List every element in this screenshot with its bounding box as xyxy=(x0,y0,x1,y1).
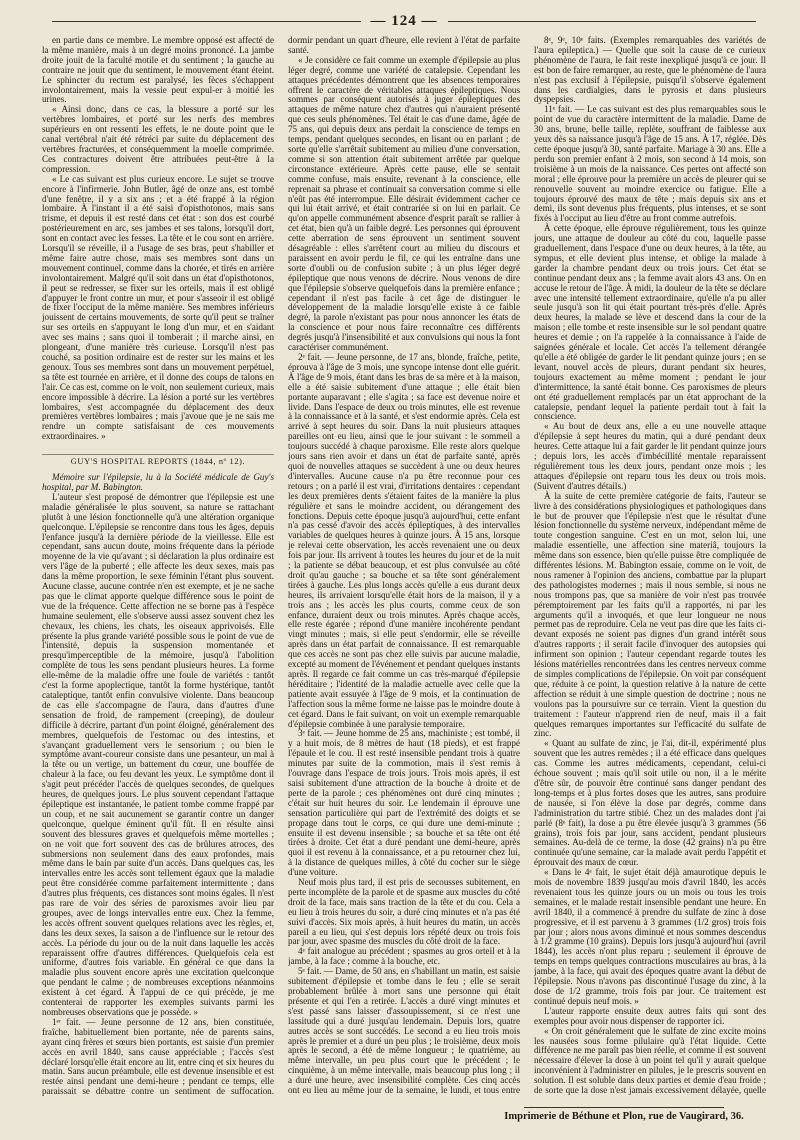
imprint-text: Imprimerie de Béthune et Plon, rue de Vaugirard, 36. xyxy=(504,1111,744,1122)
section-heading: GUY'S HOSPITAL REPORTS (1844, nº 12). xyxy=(42,454,274,467)
paragraph: « Ainsi donc, dans ce cas, la blessure a porté sur les vertèbres lombaires, et porté sur les nerfs des membres supérieurs en ont ressenti les effets, le ne doute point que le canal vertébral n'ait été rétréci par suite du déplacement des vertèbres fracturées, et conséquemment la moelle comprimée. Ces contractures doivent être attribuées peut-être à la compression. xyxy=(42,104,274,174)
paragraph: 2ᵉ fait. — Jeune personne, de 17 ans, blonde, fraîche, petite, éprouva à l'âge de 3 mois, une syncope intense dont elle guérit. À l'âge de 9 mois, étant dans les bras de sa mère et à la maison, elle a été saisie subitement d'une attaque ; elle était bien portante auparavant ; elle s'agita ; sa face est devenue noire et livide. Dans l'espace de deux ou trois minutes, elle est revenue à la connaissance et à la santé, et s'est endormie après. Cela est arrivé à sept heures du soir. Dans la nuit plusieurs attaques pareilles ont eu lieu, ainsi que le jour suivant : le sommeil a toujours succédé à chaque paroxisme. Elle reste alors quelque jours sans rien avoir et dans un état de parfaite santé, après quoi de nouvelles attaques se succèdent à une ou deux heures d'intervalles. Aucune cause n'a pu être reconnue pour ces retours ; on a parlé il est vrai, d'irritations dentaires : cependant les deux premières dents s'étaient faites de la manière la plus régulière et sans le moindre accident, ou dérangement des fonctions. Depuis cette époque jusqu'à aujourd'hui, cette enfant n'a pas cessé d'avoir des accès épileptiques, à des intervalles variables de quelques heures à quinze jours. À 15 ans, lorsque je relevai cette observation, les accès revenaient une ou deux fois par jour. Ils arrivent à toutes les heures du jour et de la nuit ; la patiente se débat beaucoup, et est plus convulsée au côté droit qu'au gauche ; sa bouche et sa tête sont généralement tirées à gauche. Les plus longs accès qu'elle a eus durant deux heures, ils arrivaient lorsqu'elle était hors de la maison, il y a trois ans ; les accès les plus courts, comme ceux de son enfance, duraient deux ou trois minutes. Après chaque accès, elle reste égarée ; répond d'une manière incohérente pendant vingt minutes ; mais, si elle peut s'endormir, elle se réveille après dans un état parfait de connaissance. Il est remarquable que ces accès ne sont pas chez elle suivis par aucune maladie, excepté au moment de l'événement et pendant quelques instants après. Il regarde ce fait comme un cas très-marqué d'épilepsie héréditaire ; l'identité de la maladie actuelle avec celle que la patiente avait essuyée à l'âge de 9 mois, et la continuation de l'affection sous la même forme ne laisse pas le moindre doute à cet égard. Dans le fait suivant, on voit un exemple remarquable d'épilepsie combinée à une paralysie temporaire. xyxy=(288,352,520,729)
column-2 xyxy=(288,36,520,1096)
header-rule-right xyxy=(448,21,757,22)
paragraph: L'auteur s'est proposé de démontrer que l'épilepsie est une maladie généralisée le plus souvent, sa nature se rattachant plutôt à une lésion fonctionnelle qu'à une altération organique quelconque. L'épilepsie se rencontre dans tous les âges, depuis l'enfance jusqu'à la dernière période de la vieillesse. Elle est cependant, sans aucun doute, moins fréquente dans la période moyenne de la vie qu'avant ; si déclaration la plus ordinaire est vers l'âge de la puberté ; elle affecte les deux sexes, mais pas dans la même proportion, le sexe féminin l'étant plus souvent. Aucune classe, aucune contrée n'en est exempte, et je ne sache pas que le climat apporte quelque différence sous le point de vue de la fréquence. Cette affection ne se borne pas à l'espèce humaine seulement, elle s'observe aussi assez souvent chez les chevaux, les chiens, les chats, les oiseaux apprivoisés. Elle présente la plus grande variété possible sous le point de vue de l'intensité, depuis la suspension momentanée et presqu'imperceptible de la mémoire, jusqu'à l'abolition complète de tous les sens pendant plusieurs heures. La forme elle-même de la maladie offre une foule de variétés : tantôt c'est la forme apoplectique, tantôt la forme hystérique, tantôt cataleptique, tantôt enfin convulsive violente. Dans beaucoup de cas elle s'accompagne de l'aura, dans d'autres d'une sensation de froid, de rampement (creeping), de douleur difficile à décrire, partant d'un point éloigné, généralement des membres, quelquefois de l'estomac ou des intestins, et s'avançant graduellement vers le sensorium ; ou bien le symptôme avant-coureur consiste dans une pesanteur, un mal à la tête ou un vertige, un battement du cœur, une bouffée de chaleur à la face, ou feu devant les yeux. Le symptôme dont il s'agit peut précéder l'accès de quelques secondes, de quelques heures, de quelques jours. Le plus souvent cependant l'attaque épileptique est instantanée, le patient tombe comme frappé par un coup, et ne sait aucunement se garantir contre un danger quelconque, quelque éminent qu'il fût. Il en résulte ainsi souvent des blessures graves et quelquefois même mortelles ; on ne voit que fort souvent des cas de brûlures atroces, des submersions non seulement dans des eaux profondes, mais même dans le bain par suite d'un accès. Dans quelques cas, les intervalles entre les accès sont tellement égaux que la maladie peut être considérée comme parfaitement intermittente ; dans d'autres plus fréquents, ces distances sont moins égales. Il n'est pas rare de voir des séries de paroxismes avoir lieu par groupes, avec de longs intervalles entre eux. Chez la femme, les accès offrent souvent quelques relations avec les règles, et, dans les deux sexes, la saison a de l'influence sur le retour des accès. La période du jour ou de la nuit dans laquelle les accès reparaissent offre d'autres différences. Quelquefois cela est uniforme, d'autres fois variable. En général ce que dans la maladie plus souvent encore après une excitation quelconque que pendant le calme ; de nombreuses exceptions néanmoins existent à cet égard. À l'appui de ce qui précède, je me contenterai de rapporter les exemples suivants parmi les nombreuses observations que je possède. » xyxy=(42,491,274,1017)
paragraph: 11ᵉ fait. — Le cas suivant est des plus remarquables sous le point de vue du caractère intermittent de la maladie. Dame de 30 ans, brune, belle taille, replète, souffrant de faiblesse aux yeux dès sa naissance jusqu'à l'âge de 15 ans. À 17, réglée. Dès cette époque jusqu'à 30, santé parfaite. Mariage à 30 ans. Elle a perdu son premier enfant à 2 mois, son second à 14 mois, son troisième à un mois de la naissance. Ces pertes ont affecté son moral ; elle éprouve pour la première un accès de pleurer qui se renouvelle souvent au moindre exercice ou fatigue. Elle a toujours éprouvé des maux de tête ; mais depuis six ans et demi, ils sont devenus plus fréquents, plus intenses, et se sont fixés à l'occiput au lieu d'être au front comme autrefois. xyxy=(534,104,766,224)
printer-imprint xyxy=(482,1107,766,1122)
column-1 xyxy=(42,36,274,1096)
paragraph: 4ᵉ fait analogue au précédent ; spasmes au gros orteil et à la jambe, à la face ; comme à la bouche, etc. xyxy=(288,946,520,967)
paragraph: L'auteur rapporte ensuite deux autres faits qui sont des exemples pour avoir nous dispenser de rapporter ici. xyxy=(534,1005,766,1026)
paragraph: À la suite de cette première catégorie de faits, l'auteur se livre à des considérations physiologiques et pathologiques dans le but de prouver que l'épilepsie n'est que le résultat d'une lésion fonctionnelle du système nerveux, indépendant même de toute congestion sanguine. C'est en un mot, selon lui, une maladie essentielle, une affection sine materiâ, toujours la même dans son essence, bien qu'elle puisse être compliquée de différentes lésions. M. Babington essaie, comme on le voit, de nous ramener à l'opinion des anciens, combattue par la plupart des pathologistes modernes ; mais il nous semble, si nous ne nous trompons pas, que sa manière de voir n'est pas trouvée péremptoirement par les faits qu'il a rapportés, ni par les arguments qu'il a invoqués, et que leur longueur ne nous permet pas de reproduire. Cela ne veut pas dire que les faits ci-devant exposés ne soient pas dignes d'un grand intérêt sous d'autres rapports ; il serait facile d'invoquer des autopsies qui infirment son opinion ; l'auteur cependant regarde toutes les lésions matérielles rencontrées dans les centres nerveux comme de simples complications de l'épilepsie. On voit par conséquent que, réduite à ce point, la question relative à la nature de cette affection se réduit à une simple question de doctrine ; nous ne voulons pas la poursuivre sur ce terrain. Vient la question du traitement : l'auteur n'apprend rien de neuf, mais il a fait quelques remarques importantes sur l'efficacité du sulfate de zinc. xyxy=(534,490,766,739)
page-number: — 124 — xyxy=(370,12,438,29)
paragraph: « On croit généralement que le sulfate de zinc excite moins les nausées sous forme pilulaire qu'à l'état liquide. Cette différence ne me paraît pas bien réelle, et comme il est souvent nécessaire d'élever la dose à un point tel qu'il y aurait quelque inconvénient à l'administrer en pilules, je le prescris souvent en solution. Il est soluble dans deux parties et demie d'eau froide ; de sorte que la dose n'est jamais excessivement délayée, quelle xyxy=(534,1025,766,1096)
column-3 xyxy=(534,36,766,1096)
paragraph: « Quant au sulfate de zinc, je l'ai, dit-il, expérimenté plus souvent que les autres remèdes ; il a été efficace dans quelques cas. Comme les autres médicaments, cependant, celui-ci échoue souvent ; mais qu'il soit utile ou non, il a le mérite d'être sûr, de pouvoir être continué sans danger pendant des long-temps et à plus fortes doses que les autres, sans produire de nausée, si l'on élève la dose par degrés, comme dans l'administration du tartre stibié. Chez un des malades dont j'ai parlé (8ᵉ fait), la dose a pu être élevée jusqu'à 3 grammes (56 grains), trois fois par jour, sans accident, pendant plusieurs semaines. Au-delà de ce terme, la dose (42 grains) n'a pu être continuée qu'une semaine, car la malade avait perdu l'appétit et éprouvait des maux de cœur. xyxy=(534,738,766,868)
paragraph: « Le cas suivant est plus curieux encore. Le sujet se trouve encore à l'infirmerie. John Butler, âgé de onze ans, est tombé d'une fenêtre, il y a six ans ; et a été frappé à la région lombaire. À l'instant il a été saisi d'opisthotonos, mais sans trisme, et depuis il est resté dans cet état : son dos est courbé postérieurement en arc, ses jambes et ses talons, lorsqu'il dort, sont en contact avec les fesses. La tête et le cou sont en arrière. Lorsqu'il se réveille, il a l'usage de ses bras, peut s'habiller et même faire autre chose, mais ses membres sont dans un mouvement continuel, comme dans la chorée, et tirés en arrière involontairement. Malgré qu'il soit dans un état d'opisthotonos, il peut se redresser, se fixer sur les orteils, mais il est obligé d'appuyer le front contre un mur, et pour s'asseoir il est obligé de fixer l'occiput de la même manière. Ses membres inférieurs jouissent de certains mouvements, de sorte qu'il peut se traîner sur ses orteils en s'appuyant le long d'un mur, et en s'aidant avec ses mains ; sans quoi il tomberait ; il marche ainsi, en plongeant, d'une manière très curieuse. Lorsqu'il n'est pas couché, sa position ordinaire est de rester sur les mains et les genoux. Tous ses membres sont dans un mouvement perpétuel, sa tête est tournée en arrière, et il donne des coups de talons en l'air. Ce cas est, comme on le voit, non seulement curieux, mais encore impossible à décrire. La lésion a porté sur les vertèbres lombaires, s'est accompagnée du déplacement des deux premières vertèbres lombaires ; mais j'avoue que je ne sais me rendre un compte satisfaisant de ces mouvements extraordinaires. » xyxy=(42,173,274,442)
memoir-title: Mémoire sur l'épilepsie, lu à la Société médicale de Guy's hospital, par M. Babington. xyxy=(42,472,274,492)
paragraph: À cette époque, elle éprouve régulièrement, tous les quinze jours, une attaque de douleur au côté du cou, laquelle passe graduellement, dans l'espace d'une ou deux heures, à la tête, au sympus, et elle devient plus intense, et oblige la malade à garder la chambre pendant deux ou trois jours. Cet état se continue pendant deux ans ; la femme avait alors 43 ans. On en accuse le retour de l'âge. À midi, la douleur de la tête se déclare avec une intensité tellement extraordinaire, qu'elle n'a pu aller seule jusqu'à son lit qui était pourtant très-près d'elle. Après deux heures, la malade se lève et descend dans la cour de la maison ; elle tombe et reste insensible sur le sol pendant quatre heures et demie ; on l'a rappelée à la connaissance à l'aide de saignées générale et locale. Cet accès l'a tellement dérangée qu'elle a été obligée de garder le lit pendant quinze jours ; en se levant, nouvel accès de pleurs, durant pendant six heures, toujours exactement au même moment ; pendant le jour d'intermittence, la santé était bonne. Ces paroxismes de pleurs ont été graduellement remplacés par un état approchant de la catalepsie, pendant lequel la patiente perdait tout à fait la conscience. xyxy=(534,223,766,422)
paragraph: 8ᵉ, 9ᵉ, 10ᵉ faits. (Exemples remarquables des variétés de l'aura epileptica.) — Quelle que soit la cause de ce curieux phénomène de l'aura, le fait reste inexpliqué jusqu'à ce jour. Il est bon de faire remarquer, au reste, que le phénomène de l'aura n'est pas exclusif à l'épilepsie, puisqu'il s'observe également dans les cardialgies, dans le pyrosis et dans plusieurs dyspepsies. xyxy=(534,36,766,105)
paragraph: 1ᵉʳ fait. — Jeune personne de 12 ans, bien constituée, fraîche, habituellement bien portante, née de parents sains, ayant cinq frères et sœurs bien portants, est saisie d'un premier accès en avril 1840, sans cause appréciable ; l'accès s'est déclaré lorsqu'elle était encore au lit, entre cinq et six heures du matin. Sans aucun préambule, elle est devenue insensible et est restée ainsi pendant une demi-heure ; pendant ce temps, elle paraissait se débattre contre un sentiment de suffocation. xyxy=(42,1016,274,1096)
page-header xyxy=(42,10,766,32)
paragraph: 3ᵉ fait. — Jeune homme de 25 ans, machiniste ; est tombé, il y a huit mois, de 8 mètres de haut (18 pieds), et est frappé l'épaule et le cou. Il est resté insensible pendant trois à quatre minutes par suite de la commotion, mais il s'est remis à l'ouvrage dans l'espace de trois jours. Trois mois après, il est saisi subitement d'une attraction de la bouche à droite et de perte de la parole ; ces phénomènes ont duré cinq minutes ; c'était sur huit heures du soir. Le lendemain il éprouve une sensation particulière qui part de l'extrémité des doigts et se propage dans tout le corps, ce qui dure une demi-minute ; ensuite il est devenu insensible ; sa bouche et sa tête ont été tirées à droite. Cet état a duré pendant une demi-heure, après quoi il est revenu à la connaissance, et a pu retourner chez lui, à la distance de quelques milles, à côté du cocher sur le siège d'une voiture. xyxy=(288,728,520,878)
text-columns xyxy=(42,36,766,1096)
paragraph: « Au bout de deux ans, elle a eu une nouvelle attaque d'épilepsie à sept heures du matin, qui a duré pendant deux heures. Cette attaque lui a fait garder le lit pendant quinze jours ; depuis lors, les accès d'imbécillité mentale reparaissent régulièrement tous les deux jours, pendant onze mois ; les attaques d'épilepsie ont reparu tous les deux ou trois mois. (Suivent d'autres détails.) xyxy=(534,421,766,491)
paragraph: 5ᵉ fait. — Dame, de 50 ans, en s'habillant un matin, est saisie subitement d'épilepsie et tombe dans le feu ; elle se serait probablement brûlée à mort sans une personne qui était présente et qui l'en a retirée. L'accès a duré vingt minutes et s'est passé sans laisser d'assoupissement, si ce n'est une lassitude qui a duré jusqu'au lendemain. Depuis lors, quatre autres accès se sont succédés. Le second a eu lieu trois mois après le premier et a duré un peu plus ; le troisième, deux mois après le second, a été de même longueur ; le quatrième, au même intervalle, un peu plus court que le précédent ; le cinquième, à un même intervalle, mais beaucoup plus long ; il a duré une heure, avec insensibilité complète. Ces cinq accès ont eu lieu au même jour de la semaine, le lundi, et tous entre xyxy=(288,966,520,1096)
imprint-rule xyxy=(524,1107,724,1108)
paragraph: Neuf mois plus tard, il est pris de secousses subitement, en perte incomplète de la parole et de spasme aux muscles du côté droit de la face, mais sans traction de la tête et du cou. Cela a eu lieu à trois heures du soir, a duré cinq minutes et n'a pas été suivi d'accès. Six mois après, à huit heures du matin, un accès pareil a eu lieu, qui s'est depuis lors répété deux ou trois fois par jour, avec spasme des muscles du côté droit de la face. xyxy=(288,877,520,947)
paragraph: « Je considère ce fait comme un exemple d'épilepsie au plus léger degré, comme une variété de catalepsie. Cependant les attaques précédentes démontrent que les absences temporaires offrent le caractère de véritables attaques épileptiques. Nous sommes par conséquent autorisés à juger épileptiques des attaques de même nature chez d'autres qui n'auraient présenté que ces seuls phénomènes. Tel était le cas d'une dame, âgée de 75 ans, qui depuis deux ans perdait la conscience de temps en temps, pendant quelques secondes, en lisant ou en parlant ; de sorte qu'elle s'arrêtait subitement au milieu d'une conversation, comme si son attention était subitement arrêtée par quelque circonstance extérieure. Après cette pause, elle se sentait comme confuse, mais ensuite, revenant à la conscience, elle reprenait sa phrase et continuait sa conversation comme si elle n'eût pas été interrompue. Elle désirait évidemment cacher ce qui lui était arrivé, et était contrariée si on lui en parlait. Ce qu'on appelle communément absence d'esprit paraît se rallier à cet état, bien qu'à un faible degré. Les personnes qui éprouvent cette aberration de sens éprouvent un sentiment souvent désagréable : elles s'arrêtent court au milieu du discours et paraissent en avoir perdu le fil, ce qui les entraîne dans une sorte d'oubli ou de confusion subite ; à un plus léger degré épileptique que nous venons de décrire. Nous venons de dire que l'épilepsie s'observe quelquefois dans la première enfance ; cependant il n'est pas facile à cet âge de distinguer le développement de la maladie lorsqu'elle existe à ce faible degré, la parole n'existant pas pour nous annoncer les états de la conscience et pour nous faire reconnaître ces différents degrés jusqu'à l'insensibilité et aux convulsions qui nous la font caractériser communément. xyxy=(288,54,520,353)
paragraph: « Dans le 4ᵉ fait, le sujet était déjà amaurotique depuis le mois de novembre 1839 jusqu'au mois d'avril 1840, les accès revenaient tous les quinze jours ou un mois ou tous les trois semaines, et le malade restait insensible pendant une heure. En avril 1840, il a commencé à prendre du sulfate de zinc à dose progressive, et il est parvenu à 3 grammes (1/2 gros) trois fois par jour ; alors nous avons diminué et nous sommes descendus à 1/2 gramme (10 grains). Depuis lors jusqu'à aujourd'hui (avril 1844), les accès n'ont plus reparu ; seulement il éprouve de temps en temps quelques contractions musculaires au bras, à la jambe, à la face, qui avait des époques quatre avant la début de l'épilepsie. Nous n'avons pas discontinué l'usage du zinc, à la dose de 1/2 gramme, trois fois par jour. Ce traitement est continué depuis neuf mois. » xyxy=(534,867,766,1006)
paragraph: dormir pendant un quart d'heure, elle revient à l'état de parfaite santé. xyxy=(288,36,520,55)
paragraph: en partie dans ce membre. Le membre opposé est affecté de la même manière, mais à un degré moins prononcé. La jambe droite jouit de la faculté motile et du sentiment ; la gauche au contraire ne jouit que du sentiment, le mouvement étant éteint. Le sphincter du rectum est paralysé, les fèces s'échappent involontairement, mais la vessie peut expul-er à moitié les urines. xyxy=(42,36,274,105)
header-rule-left xyxy=(52,21,361,22)
